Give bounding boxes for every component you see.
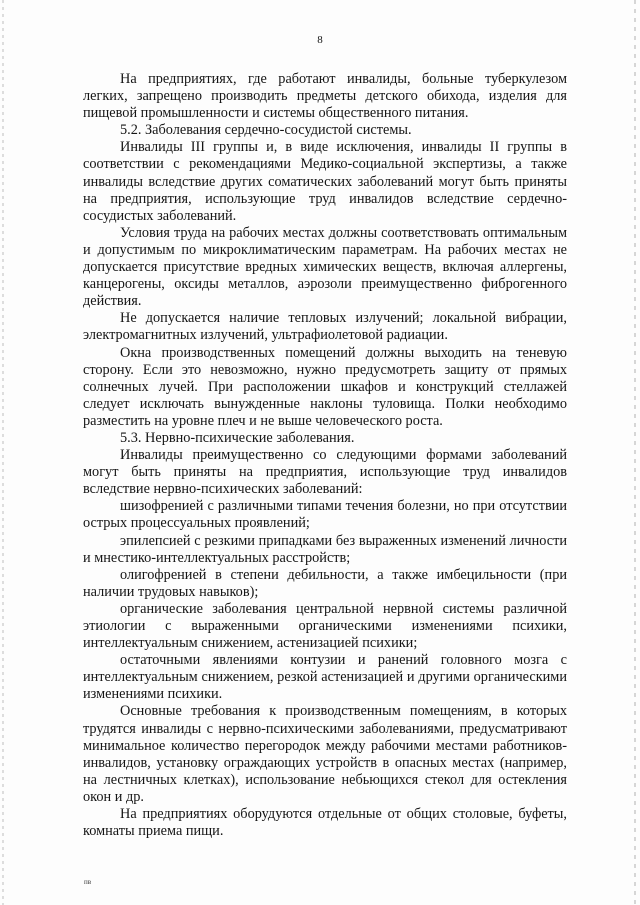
list-item: органические заболевания центральной нервной системы различной этиологии с выраженными органическими изменениями психики, интеллектуальным снижением, астенизацией психики; xyxy=(83,600,567,652)
paragraph: Условия труда на рабочих местах должны соответствовать оптимальным и допустимым по микроклиматическим параметрам. На рабочих местах не допускается присутствие вредных химических веществ, включая аллергены, канцерогены, оксиды металлов, аэрозоли преимущественно фиброгенного действия. xyxy=(83,224,567,310)
list-item: олигофренией в степени дебильности, а также имбецильности (при наличии трудовых навыков); xyxy=(83,566,567,600)
scan-edge-right xyxy=(634,0,636,905)
paragraph: Инвалиды преимущественно со следующими формами заболеваний могут быть приняты на предприятия, использующие труд инвалидов вследствие нервно-психических заболеваний: xyxy=(83,447,567,498)
section-heading: 5.2. Заболевания сердечно-сосудистой системы. xyxy=(120,122,412,139)
paragraph: Инвалиды III группы и, в виде исключения, инвалиды II группы в соответствии с рекомендациями Медико-социальной экспертизы, а также инвалиды вследствие других соматических заболеваний могут быть приняты на предприятия, использующие труд инвалидов вследствие сердечно-сосудистых заболеваний. xyxy=(83,139,567,224)
paragraph: Окна производственных помещений должны выходить на теневую сторону. Если это невозможно, нужно предусмотреть защиту от прямых солнечных лучей. При расположении шкафов и конструкций стеллажей следует исключать вынужденные наклоны туловища. Полки необходимо разместить на уровне плеч и не выше человеческого роста. xyxy=(83,344,567,429)
footer-mark: пв xyxy=(84,878,92,886)
section-heading: 5.3. Нервно-психические заболевания. xyxy=(120,429,355,446)
list-item: остаточными явлениями контузии и ранений головного мозга с интеллектуальным снижением, резкой астенизацией и другими органическими изменениями психики. xyxy=(83,652,567,703)
list-item: эпилепсией с резкими припадками без выраженных изменений личности и мнестико-интеллектуальных расстройств; xyxy=(83,532,567,566)
paragraph: Основные требования к производственным помещениям, в которых трудятся инвалиды с нервно-психическими заболеваниями, предусматривают минимальное количество перегородок между рабочими местами работников-инвалидов, установку ограждающих устройств в опасных местах (например, на лестничных клетках), использование небьющихся стекол для остекления окон и др. xyxy=(83,703,567,805)
document-body xyxy=(83,71,567,840)
paragraph: На предприятиях, где работают инвалиды, больные туберкулезом легких, запрещено производить предметы детского обихода, изделия для пищевой промышленности и системы общественного питания. xyxy=(83,71,567,122)
page-number: 8 xyxy=(317,34,323,46)
paragraph: Не допускается наличие тепловых излучений; локальной вибрации, электромагнитных излучений, ультрафиолетовой радиации. xyxy=(83,310,567,344)
paragraph: На предприятиях оборудуются отдельные от общих столовые, буфеты, комнаты приема пищи. xyxy=(83,806,567,840)
list-item: шизофренией с различными типами течения болезни, но при отсутствии острых процессуальных проявлений; xyxy=(83,498,567,532)
scan-edge-left xyxy=(2,0,4,905)
